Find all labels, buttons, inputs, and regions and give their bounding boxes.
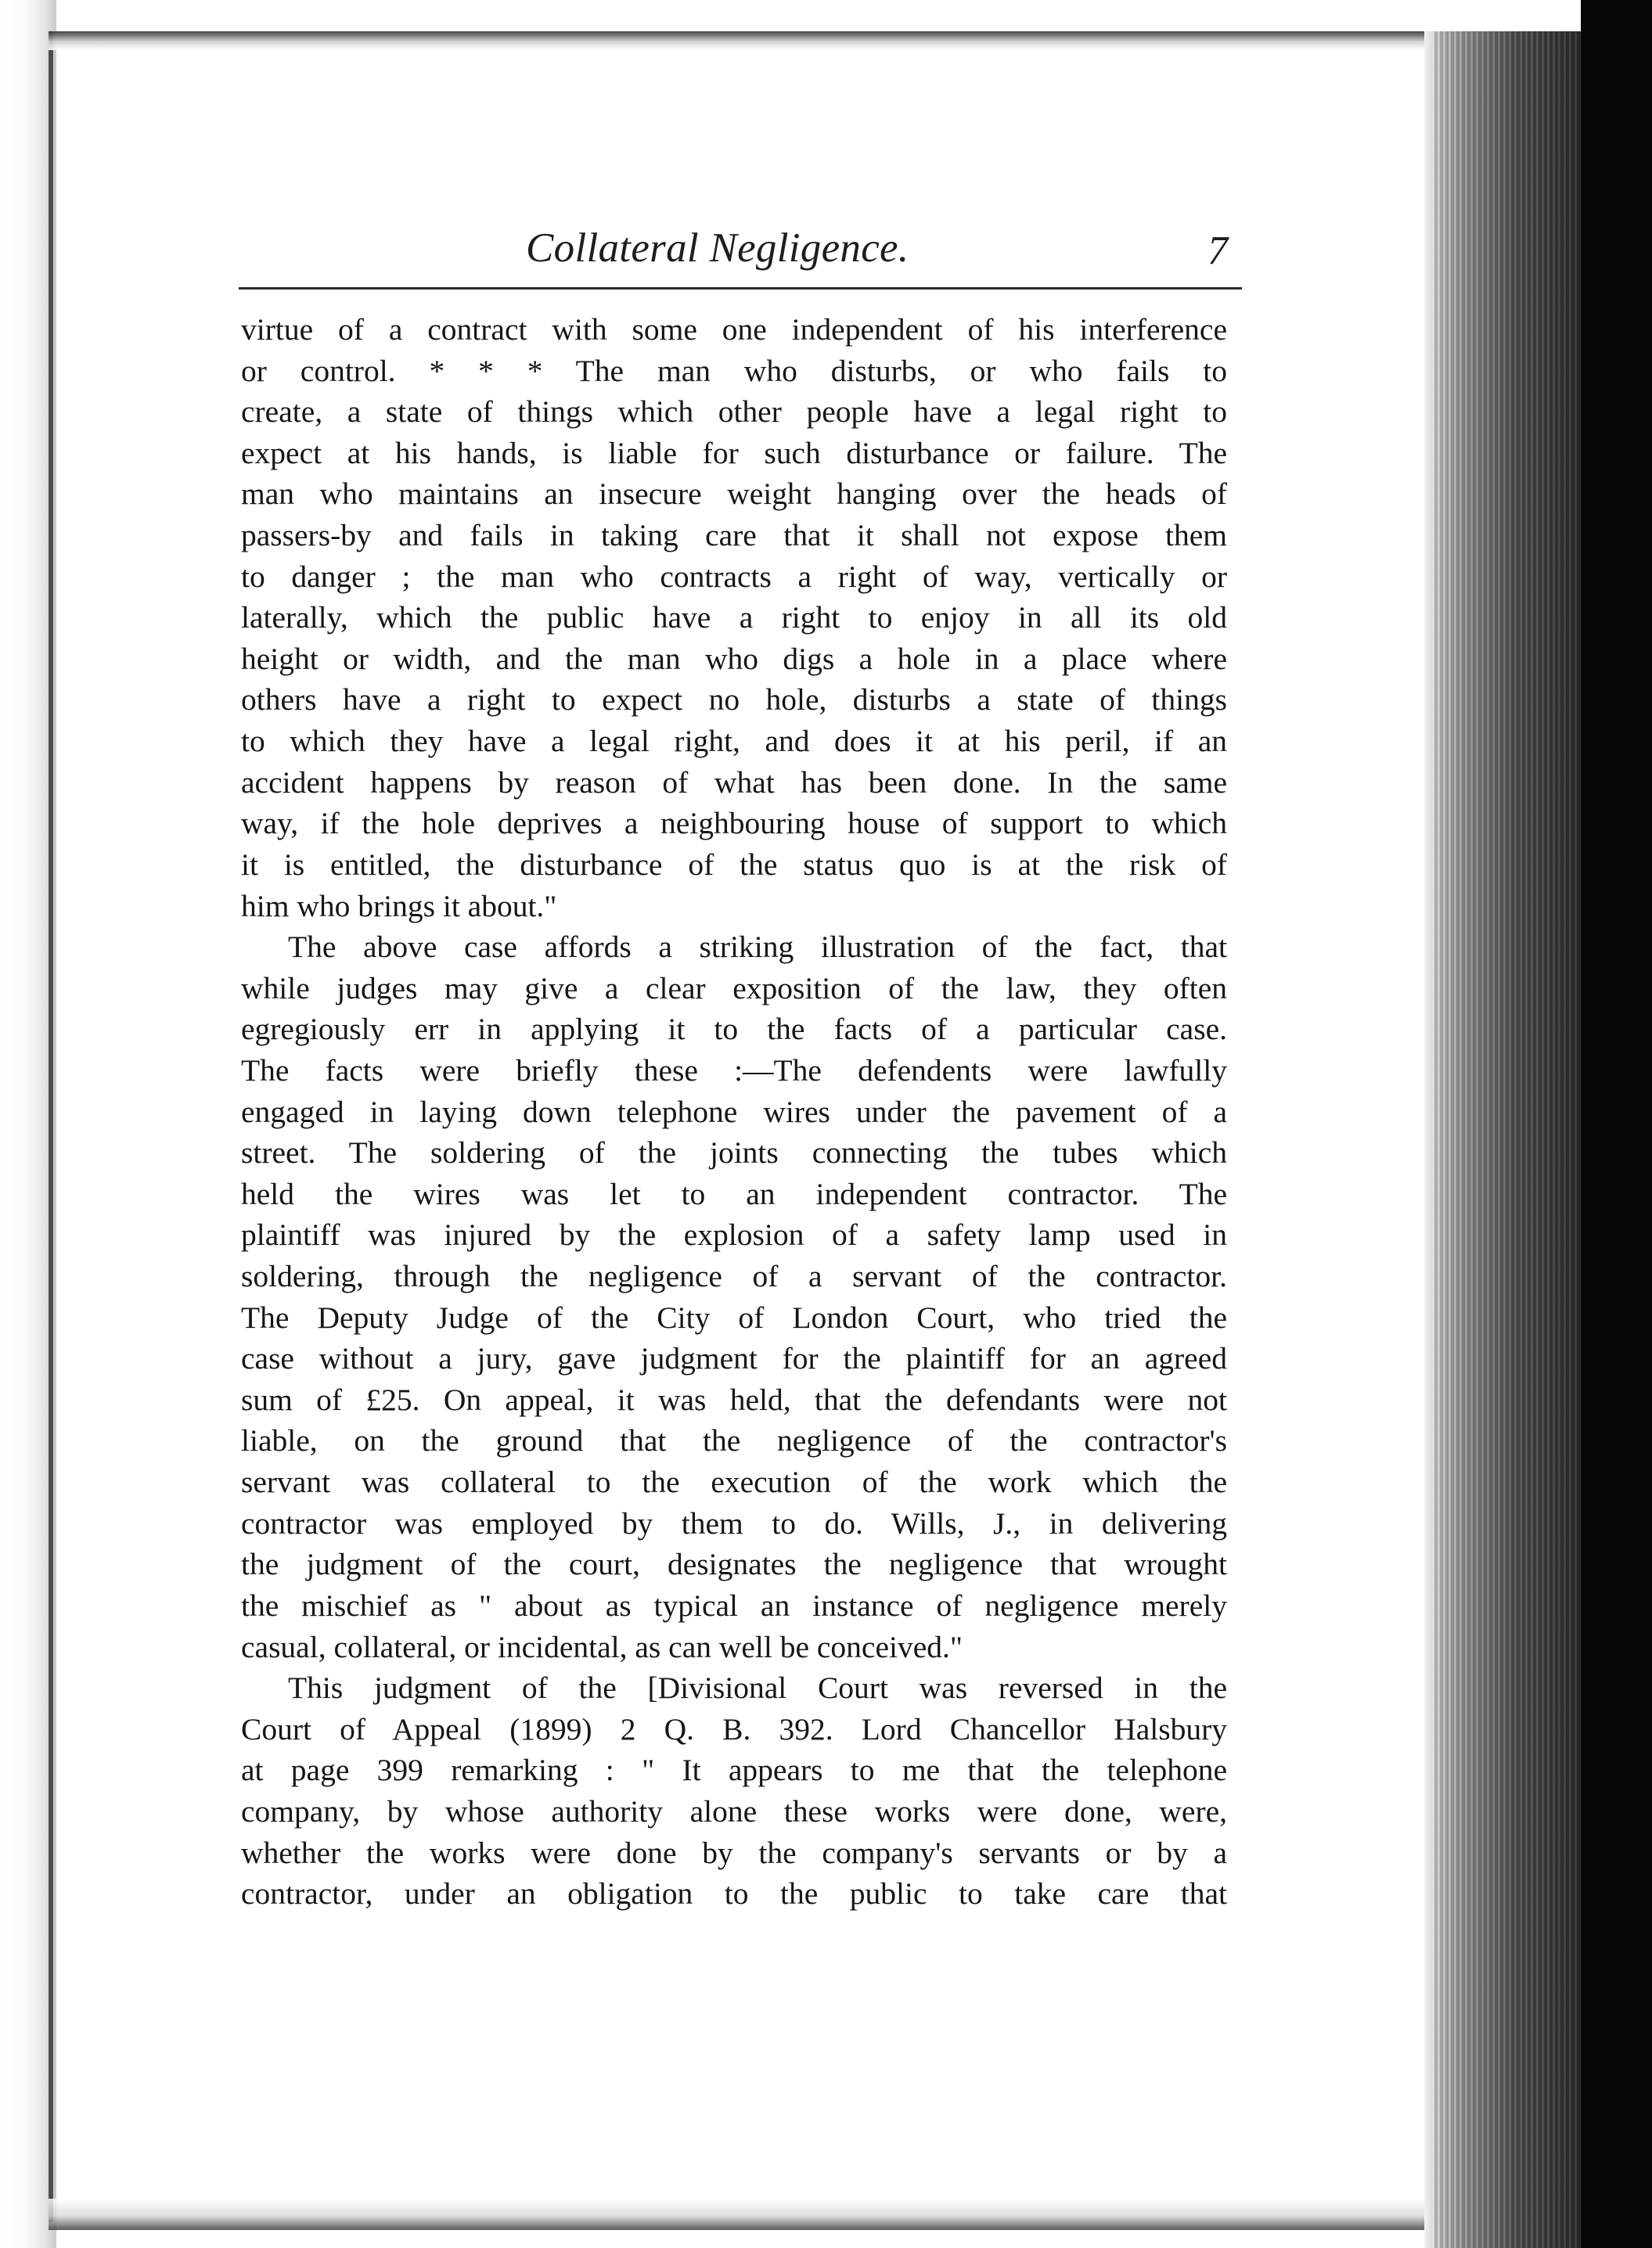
text-line: it is entitled, the disturbance of the status quo is at the risk of (241, 847, 1227, 882)
text-line: held the wires was let to an independent contractor. The (241, 1176, 1227, 1211)
text-line: the mischief as " about as typical an instance of negligence merely (241, 1588, 1227, 1623)
text-line: Court of Appeal (1899) 2 Q. B. 392. Lord Chancellor Halsbury (241, 1711, 1227, 1746)
text-line: plaintiff was injured by the explosion of a safety lamp used in (241, 1218, 1227, 1253)
scan-dark-border (1581, 0, 1652, 2248)
text-line: The facts were briefly these :—The defendents were lawfully (241, 1052, 1227, 1088)
text-line: to danger ; the man who contracts a right of way, vertically or (241, 559, 1227, 594)
page-body-text (241, 309, 1227, 1915)
text-line: soldering, through the negligence of a servant of the contractor. (241, 1259, 1227, 1294)
text-line: contractor, under an obligation to the public to take care that (241, 1876, 1227, 1912)
text-line: while judges may give a clear exposition of the law, they often (241, 970, 1227, 1005)
text-line: height or width, and the man who digs a hole in a place where (241, 641, 1227, 676)
text-line: at page 399 remarking : " It appears to me that the telephone (241, 1753, 1227, 1788)
text-line: sum of £25. On appeal, it was held, that the defendants were not (241, 1382, 1227, 1417)
book-page-edges (1432, 31, 1581, 2248)
text-line: the judgment of the court, designates the negligence that wrought (241, 1547, 1227, 1582)
page-number: 7 (1208, 228, 1228, 273)
text-line: company, by whose authority alone these works were done, were, (241, 1793, 1227, 1829)
running-title: Collateral Negligence. (526, 225, 909, 271)
scan-top-shadow (49, 31, 1441, 50)
text-line: accident happens by reason of what has been done. In the same (241, 764, 1227, 800)
text-line: him who brings it about." (241, 888, 557, 923)
text-line: or control. * * * The man who disturbs, or who fails to (241, 353, 1227, 388)
text-line: others have a right to expect no hole, disturbs a state of things (241, 682, 1227, 718)
text-line: The above case affords a striking illustration of the fact, that (288, 930, 1227, 965)
text-line: virtue of a contract with some one independent of his interference (241, 312, 1227, 347)
text-line: contractor was employed by them to do. Wills, J., in delivering (241, 1505, 1227, 1541)
text-line: liable, on the ground that the negligence of the contractor's (241, 1423, 1227, 1459)
text-line: case without a jury, gave judgment for the plaintiff for an agreed (241, 1341, 1227, 1376)
text-line: passers-by and fails in taking care that it shall not expose them (241, 518, 1227, 553)
text-line: expect at his hands, is liable for such disturbance or failure. The (241, 435, 1227, 470)
scan-bottom-shadow (49, 2199, 1441, 2230)
text-line: servant was collateral to the execution of the work which the (241, 1465, 1227, 1500)
text-line: create, a state of things which other people have a legal right to (241, 394, 1227, 430)
scan-left-shadow (49, 31, 53, 2222)
text-line: laterally, which the public have a right to enjoy in all its old (241, 600, 1227, 635)
header-rule (239, 287, 1242, 290)
text-line: to which they have a legal right, and does it at his peril, if an (241, 724, 1227, 759)
text-line: whether the works were done by the company's servants or by a (241, 1835, 1227, 1870)
page-header (239, 221, 1242, 290)
text-line: egregiously err in applying it to the facts of a particular case. (241, 1012, 1227, 1047)
text-line: The Deputy Judge of the City of London Court, who tried the (241, 1300, 1227, 1335)
text-line: This judgment of the [Divisional Court was reversed in the (288, 1671, 1227, 1706)
text-line: way, if the hole deprives a neighbouring house of support to which (241, 806, 1227, 841)
text-line: engaged in laying down telephone wires under the pavement of a (241, 1094, 1227, 1129)
text-line: man who maintains an insecure weight hanging over the heads of (241, 477, 1227, 512)
text-line: casual, collateral, or incidental, as can well be conceived." (241, 1629, 963, 1664)
text-line: street. The soldering of the joints connecting the tubes which (241, 1135, 1227, 1171)
